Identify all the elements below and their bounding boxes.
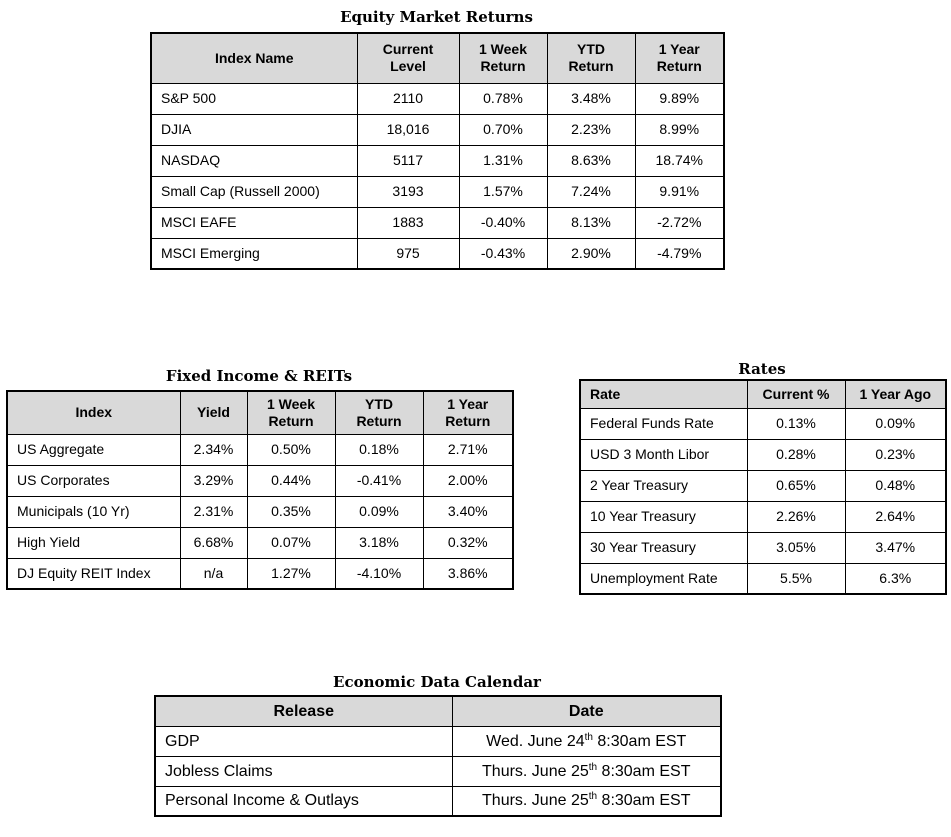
- column-header: YTD Return: [335, 391, 423, 434]
- table-cell: 3.05%: [747, 532, 845, 563]
- table-cell: 9.89%: [635, 83, 724, 114]
- table-cell: 2.26%: [747, 501, 845, 532]
- date-text: Thurs. June 25: [482, 762, 589, 780]
- table-cell: 2.90%: [547, 238, 635, 269]
- column-header: Index Name: [151, 33, 357, 83]
- date-text: Thurs. June 25: [482, 792, 589, 810]
- column-header: Yield: [180, 391, 247, 434]
- table-cell: 2.31%: [180, 496, 247, 527]
- row-label: Unemployment Rate: [580, 563, 747, 594]
- column-header: YTD Return: [547, 33, 635, 83]
- table-row: [151, 207, 724, 238]
- table-cell: -2.72%: [635, 207, 724, 238]
- date-suffix: th: [588, 761, 598, 773]
- column-header: Release: [155, 696, 452, 726]
- table-cell: 18.74%: [635, 145, 724, 176]
- table-cell: 8.63%: [547, 145, 635, 176]
- table-row: [151, 145, 724, 176]
- table-cell: 0.09%: [845, 408, 946, 439]
- equity-table: [150, 32, 725, 270]
- row-label: NASDAQ: [151, 145, 357, 176]
- table-cell: 0.23%: [845, 439, 946, 470]
- date-text: Wed. June 24: [486, 732, 585, 750]
- table-row: [151, 176, 724, 207]
- table-row: [7, 527, 513, 558]
- table-cell: n/a: [180, 558, 247, 589]
- release-name: Personal Income & Outlays: [155, 786, 452, 816]
- table-cell: 2.34%: [180, 434, 247, 465]
- table-row: [7, 496, 513, 527]
- table-cell: 9.91%: [635, 176, 724, 207]
- table-cell: 0.13%: [747, 408, 845, 439]
- date-time: 8:30am EST: [597, 762, 691, 780]
- table-cell: 6.3%: [845, 563, 946, 594]
- column-header: 1 Year Return: [635, 33, 724, 83]
- date-time: 8:30am EST: [592, 732, 687, 750]
- table-cell: 975: [357, 238, 459, 269]
- table-row: [151, 238, 724, 269]
- date-suffix: th: [584, 731, 593, 743]
- release-name: Jobless Claims: [155, 756, 452, 786]
- table-cell: 0.78%: [459, 83, 547, 114]
- table-row: [155, 756, 721, 786]
- table-cell: 5117: [357, 145, 459, 176]
- table-cell: -0.43%: [459, 238, 547, 269]
- table-cell: 6.68%: [180, 527, 247, 558]
- table-row: [580, 563, 946, 594]
- column-header: 1 Year Ago: [845, 380, 946, 408]
- table-cell: 1.27%: [247, 558, 335, 589]
- row-label: 10 Year Treasury: [580, 501, 747, 532]
- table-cell: 0.44%: [247, 465, 335, 496]
- release-date: [452, 756, 721, 786]
- row-label: 2 Year Treasury: [580, 470, 747, 501]
- table-cell: 1.31%: [459, 145, 547, 176]
- calendar-section: [154, 673, 720, 817]
- table-cell: 0.07%: [247, 527, 335, 558]
- table-row: [151, 114, 724, 145]
- row-label: Federal Funds Rate: [580, 408, 747, 439]
- table-row: [155, 786, 721, 816]
- table-cell: 8.13%: [547, 207, 635, 238]
- row-label: USD 3 Month Libor: [580, 439, 747, 470]
- date-suffix: th: [588, 791, 598, 803]
- table-cell: -4.10%: [335, 558, 423, 589]
- row-label: DJ Equity REIT Index: [7, 558, 180, 589]
- calendar-table: [154, 695, 722, 817]
- fixed-income-section: [6, 367, 512, 590]
- table-cell: 0.70%: [459, 114, 547, 145]
- table-cell: 0.09%: [335, 496, 423, 527]
- rates-header-row: [580, 380, 946, 408]
- table-cell: 3.29%: [180, 465, 247, 496]
- table-row: [580, 501, 946, 532]
- column-header: 1 Week Return: [459, 33, 547, 83]
- equity-header-row: [151, 33, 724, 83]
- table-cell: 1.57%: [459, 176, 547, 207]
- table-cell: 1883: [357, 207, 459, 238]
- release-date: [452, 726, 721, 756]
- table-cell: -4.79%: [635, 238, 724, 269]
- table-cell: 3.40%: [423, 496, 513, 527]
- table-cell: 0.48%: [845, 470, 946, 501]
- table-cell: 2.23%: [547, 114, 635, 145]
- table-row: [155, 726, 721, 756]
- row-label: High Yield: [7, 527, 180, 558]
- table-row: [7, 465, 513, 496]
- table-row: [580, 470, 946, 501]
- table-cell: -0.41%: [335, 465, 423, 496]
- table-row: [580, 532, 946, 563]
- table-row: [7, 558, 513, 589]
- table-cell: 2.71%: [423, 434, 513, 465]
- table-row: [580, 439, 946, 470]
- rates-title: Rates: [738, 360, 786, 378]
- table-cell: 2.64%: [845, 501, 946, 532]
- table-cell: 0.35%: [247, 496, 335, 527]
- equity-section: [150, 8, 723, 270]
- calendar-header-row: [155, 696, 721, 726]
- column-header: Date: [452, 696, 721, 726]
- date-time: 8:30am EST: [597, 792, 691, 810]
- table-cell: 3193: [357, 176, 459, 207]
- row-label: S&P 500: [151, 83, 357, 114]
- table-row: [580, 408, 946, 439]
- row-label: Municipals (10 Yr): [7, 496, 180, 527]
- table-cell: 3.47%: [845, 532, 946, 563]
- column-header: 1 Year Return: [423, 391, 513, 434]
- table-cell: 0.32%: [423, 527, 513, 558]
- equity-title: Equity Market Returns: [340, 8, 533, 26]
- release-date: [452, 786, 721, 816]
- column-header: Index: [7, 391, 180, 434]
- table-cell: 0.18%: [335, 434, 423, 465]
- table-row: [151, 83, 724, 114]
- column-header: 1 Week Return: [247, 391, 335, 434]
- column-header: Rate: [580, 380, 747, 408]
- table-cell: 0.28%: [747, 439, 845, 470]
- table-cell: 2110: [357, 83, 459, 114]
- table-cell: 18,016: [357, 114, 459, 145]
- row-label: MSCI Emerging: [151, 238, 357, 269]
- rates-section: [579, 360, 945, 595]
- table-cell: 5.5%: [747, 563, 845, 594]
- table-cell: 3.86%: [423, 558, 513, 589]
- column-header: Current %: [747, 380, 845, 408]
- row-label: MSCI EAFE: [151, 207, 357, 238]
- table-cell: 0.65%: [747, 470, 845, 501]
- release-name: GDP: [155, 726, 452, 756]
- table-cell: 8.99%: [635, 114, 724, 145]
- fixed-income-title: Fixed Income & REITs: [165, 367, 353, 385]
- rates-table: [579, 379, 947, 595]
- fixed-income-table: [6, 390, 514, 590]
- table-row: [7, 434, 513, 465]
- table-cell: 7.24%: [547, 176, 635, 207]
- table-cell: -0.40%: [459, 207, 547, 238]
- column-header: Current Level: [357, 33, 459, 83]
- table-cell: 0.50%: [247, 434, 335, 465]
- fixed-income-header-row: [7, 391, 513, 434]
- calendar-title: Economic Data Calendar: [333, 673, 541, 691]
- row-label: Small Cap (Russell 2000): [151, 176, 357, 207]
- row-label: US Corporates: [7, 465, 180, 496]
- row-label: 30 Year Treasury: [580, 532, 747, 563]
- table-cell: 3.48%: [547, 83, 635, 114]
- row-label: US Aggregate: [7, 434, 180, 465]
- row-label: DJIA: [151, 114, 357, 145]
- table-cell: 3.18%: [335, 527, 423, 558]
- table-cell: 2.00%: [423, 465, 513, 496]
